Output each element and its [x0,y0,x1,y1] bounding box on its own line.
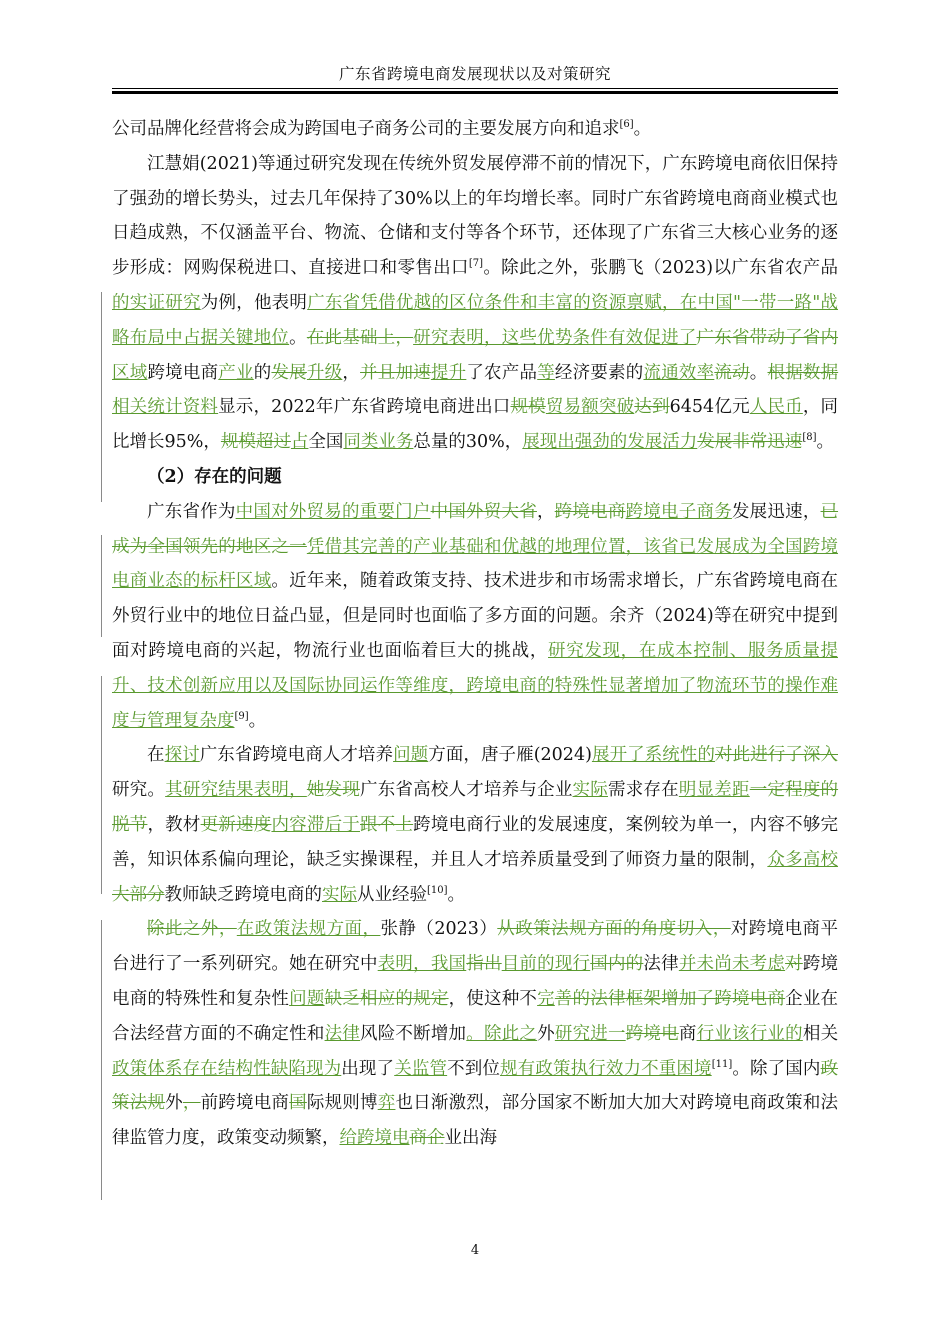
tracked-insertion: 规有政策执行效力不重困境 [500,1058,712,1079]
tracked-insertion: 目前的现行 [501,954,591,975]
text-run: （2）存在的问题 [147,466,282,487]
tracked-deletion: 善的法律框架增加了跨境电商 [554,988,786,1009]
text-run: 广东省作为 [147,501,236,522]
tracked-deletion: 发展 [271,362,307,383]
tracked-insertion: 完 [537,988,555,1009]
text-run: 外 [165,1093,183,1114]
text-run: 不到位 [447,1058,501,1079]
text-run: 。 [816,432,834,453]
tracked-insertion: 众多高校 [767,849,839,870]
change-bar [101,920,102,1200]
tracked-insertion: 问题 [289,988,325,1009]
text-run: 际规则博 [306,1093,378,1114]
citation-ref: [6] [619,119,634,131]
tracked-deletion: ， [182,1093,201,1114]
tracked-deletion: 规模 [510,397,546,418]
tracked-deletion: 达到 [634,397,670,418]
text-run: 总量的30%， [413,432,523,453]
change-bar [101,676,102,788]
text-run: 也日渐激烈，部分国家不断加大加大对跨境电商政策和法律监管力度，政策变动频繁， [112,1093,839,1149]
change-bar [101,292,102,502]
text-run: 为例，他表明 [200,292,308,313]
tracked-deletion: 跨境电商 [554,501,626,522]
tracked-insertion: 等 [537,362,555,383]
tracked-deletion: 根据数据 [767,362,839,383]
change-bar [101,784,102,894]
running-header: 广东省跨境电商发展现状以及对策研究 [338,65,611,83]
tracked-deletion: 更新速度 [200,814,272,835]
tracked-insertion: 给跨境电 [339,1128,410,1149]
change-bar [101,535,102,637]
paragraph [112,912,838,1156]
tracked-deletion: 广东省带动了省内 [696,327,839,348]
text-run: 江慧娟(2021)等通过研究发现在传统外贸发展停滞不前的情况下，广东跨境电商依旧保持了强劲的增长势头，过去几年保持了30%以上的年均增长率。同时广东省跨境电商商业模式也日趋成熟，不仅涵盖平台、物流、仓储和支付等各个环节，还体现了广东省三大核心业务的逐步形成：网购保税进口、直接进口和零售出口 [112,153,838,279]
text-run: ， [536,501,555,522]
text-run: 需求存在 [607,780,679,801]
text-run: 在 [147,745,165,766]
text-run: 了农产品 [466,362,538,383]
document-body [112,112,838,1156]
text-run: 跨境电商的特殊性和复杂性 [112,954,839,1009]
tracked-insertion: 实际 [572,780,608,801]
tracked-insertion: 关监管 [394,1058,448,1079]
tracked-insertion: 展开了系统性的 [591,745,716,766]
tracked-deletion: 规模超过 [220,432,291,453]
text-run: 研究。 [112,780,166,801]
tracked-insertion: 广东省凭借优越的区位条件和丰富的资源禀赋，在中国"一带一路"战略布局中占据关键地位 [112,292,839,348]
tracked-deletion: 并且加速 [360,362,431,383]
text-run: 。 [289,327,307,348]
text-run: 从业经验 [357,884,427,905]
tracked-insertion: 贸易额突破 [545,397,635,418]
tracked-deletion: 政策法规 [112,1058,839,1114]
tracked-deletion: 国 [289,1093,307,1114]
tracked-deletion: 中国外贸大省 [430,501,537,522]
citation-ref: [9] [234,710,249,722]
tracked-insertion: 产业 [218,362,254,383]
tracked-deletion: 已成为全国领先的地区之一 [112,501,839,557]
tracked-deletion: 缺乏相应的规定 [324,988,449,1009]
tracked-deletion: 除此之外， [147,919,237,940]
text-run: 方面，唐子雁(2024) [428,745,592,766]
text-run: ，同比增长95%， [112,397,839,453]
tracked-insertion: 研究发现，在成本控制、服务质量提升、技术创新应用以及国际协同运作等维度，跨境电商的特殊性显著增加了物流环节的操作难度与管理复杂度 [112,640,838,731]
text-run: 跨境电商行业的发展速度，案例较为单一，内容不够完善，知识体系偏向理论，缺乏实操课程，并且人才培养质量受到了师资力量的限制， [112,814,839,870]
tracked-insertion: 凭借其完善的产业基础和优越的地理位置，该省已发展成为全国跨境电商业态的标杆区域 [112,536,839,592]
tracked-insertion: 提升 [430,362,467,383]
tracked-deletion: 指出 [466,954,502,975]
citation-ref: [11] [711,1058,733,1070]
tracked-deletion: 一定程度的脱节 [112,780,839,835]
tracked-insertion: 政策体系存在结构性缺陷现为 [112,1058,342,1079]
tracked-insertion: 跨境电子商务 [625,501,732,522]
text-run: 。除此之外，张鹏飞（2023)以广东省农产品 [483,258,838,279]
tracked-insertion: 区域 [112,362,148,383]
tracked-insertion: 弈 [377,1093,396,1114]
paragraph [112,147,838,460]
text-run: 。 [633,119,652,139]
tracked-insertion: 研究表明，这些优势条件有效促进了 [413,327,697,348]
paragraph [112,112,838,147]
text-run: 风险不断增加 [360,1023,467,1044]
tracked-insertion: 问题 [393,745,429,766]
tracked-insertion: 探讨 [164,745,200,766]
tracked-insertion: 其研究结果表明， [165,780,307,801]
text-run: 显示，2022年广东省跨境电商进出口 [218,397,511,418]
tracked-insertion: 并未尚未考虑 [678,954,786,975]
tracked-insertion: 相关统计资料 [112,397,219,418]
text-run: ， [342,362,361,383]
text-run: 的 [253,362,272,383]
tracked-deletion: 对此进行了深入 [715,745,839,766]
text-run: 出现了 [341,1058,395,1079]
text-run: ，使这种不 [448,988,538,1009]
tracked-insertion: 实际 [322,884,357,905]
citation-ref: [7] [468,258,483,270]
text-run: 经济要素的 [554,362,644,383]
text-run: 公司品牌化经营将会成为跨国电子商务公司的主要发展方向和追求 [112,119,620,139]
tracked-insertion: 表明，我国 [377,954,467,975]
text-run: 。 [248,710,267,731]
text-run: 。 [447,884,466,905]
tracked-deletion: 国内的 [590,954,644,975]
tracked-insertion: 法律 [324,1023,360,1044]
tracked-deletion: 大部分 [112,884,165,905]
text-run: 相关 [802,1023,839,1044]
tracked-deletion: 商企 [409,1128,445,1149]
text-run: 。 [749,362,768,383]
tracked-insertion: 中国对外贸易的重要门户 [235,501,431,522]
section-heading [112,460,838,495]
text-run: 商 [678,1023,697,1044]
text-run: 发展迅速， [731,501,821,522]
tracked-insertion: 行业该行业的 [696,1023,803,1044]
tracked-insertion: 展现出强劲的发展活力 [522,432,698,453]
tracked-deletion: 跨境电 [625,1023,679,1044]
text-run: 张静（2023） [380,919,498,940]
tracked-insertion: 研究进一 [554,1023,626,1044]
citation-ref: [10] [427,884,448,896]
text-run: 。除了国内 [732,1058,821,1079]
text-run: 业出海 [444,1128,497,1149]
tracked-insertion: 明显差距 [678,780,750,801]
text-run: 跨境电商 [147,362,219,383]
tracked-deletion: 从政策法规方面的角度切入， [497,919,731,940]
text-run: 。近年来，随着政策支持、技术进步和市场需求增长，广东省跨境电商在外贸行业中的地位日益凸显，但是同时也面临了多方面的问题。余齐（2024)等在研究中提到面对跨境电商的兴起，物流行业也面临着巨大的挑战， [112,571,839,661]
text-run: 广东省高校人才培养与企业 [359,780,573,801]
header-double-rule [112,88,838,94]
tracked-deletion: 对 [785,954,803,975]
text-run: 外 [537,1023,555,1044]
text-run: 对跨境电商平台进行了一系列研究。她在研究中 [112,919,839,975]
tracked-deletion: 跟不上 [360,814,414,835]
tracked-insertion: 内容滞后于 [271,814,360,835]
text-run: 教师缺乏跨境电商的 [164,884,322,905]
tracked-deletion: 流动 [714,362,750,383]
tracked-insertion: 在政策法规方面， [236,919,381,940]
text-run: 全国 [308,432,344,453]
tracked-insertion: 占 [290,432,309,453]
paragraph [112,495,838,739]
tracked-insertion: 人民币 [749,397,803,418]
tracked-deletion: 她发现 [306,780,360,801]
text-run: 企业在合法经营方面的不确定性和 [112,988,839,1044]
tracked-deletion: 发展非常迅速 [697,432,803,453]
tracked-insertion: 同类业务 [343,432,414,453]
tracked-deletion: 在此基础上， [306,327,414,348]
text-run: 法律 [643,954,679,975]
tracked-insertion: 。除此之 [466,1023,538,1044]
citation-ref: [8] [802,432,817,444]
page-number: 4 [470,1243,480,1258]
tracked-insertion: 流通效率 [643,362,715,383]
text-run: 广东省跨境电商人才培养 [199,745,394,766]
paragraph [112,738,838,912]
text-run: ，教材 [147,814,201,835]
tracked-insertion: 的实证研究 [112,292,201,313]
tracked-insertion: 升级 [306,362,343,383]
text-run: 6454亿元 [669,397,750,418]
text-run: 前跨境电商 [200,1093,290,1114]
